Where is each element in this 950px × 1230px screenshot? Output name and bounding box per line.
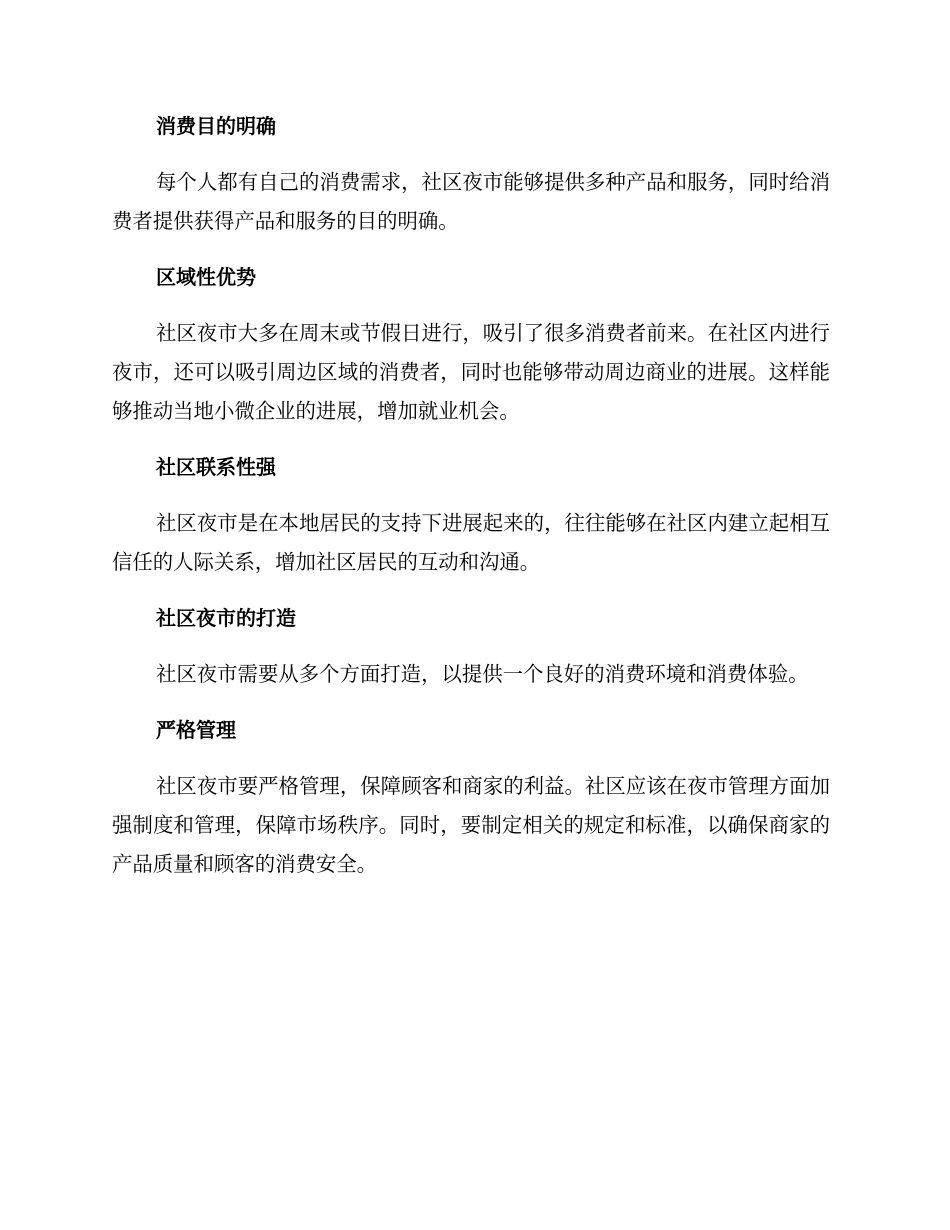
section-heading: 社区联系性强 [156,455,276,479]
section-paragraph: 社区夜市是在本地居民的支持下进展起来的，往往能够在社区内建立起相互信任的人际关系，增加社区居民的互动和沟通。 [112,511,830,574]
section-heading: 消费目的明确 [156,114,276,138]
section-paragraph: 社区夜市大多在周末或节假日进行，吸引了很多消费者前来。在社区内进行夜市，还可以吸引周边区域的消费者，同时也能够带动周边商业的进展。这样能够推动当地小微企业的进展，增加就业机会。 [112,321,830,423]
section-paragraph: 社区夜市要严格管理，保障顾客和商家的利益。社区应该在夜市管理方面加强制度和管理，保障市场秩序。同时，要制定相关的规定和标准，以确保商家的产品质量和顾客的消费安全。 [112,774,830,876]
section-paragraph: 每个人都有自己的消费需求，社区夜市能够提供多种产品和服务，同时给消费者提供获得产品和服务的目的明确。 [112,170,830,233]
section-paragraph: 社区夜市需要从多个方面打造，以提供一个良好的消费环境和消费体验。 [156,662,809,686]
section-heading: 严格管理 [156,718,236,742]
section-heading: 区域性优势 [156,265,256,289]
document-page [112,106,830,884]
section-heading: 社区夜市的打造 [156,606,296,630]
